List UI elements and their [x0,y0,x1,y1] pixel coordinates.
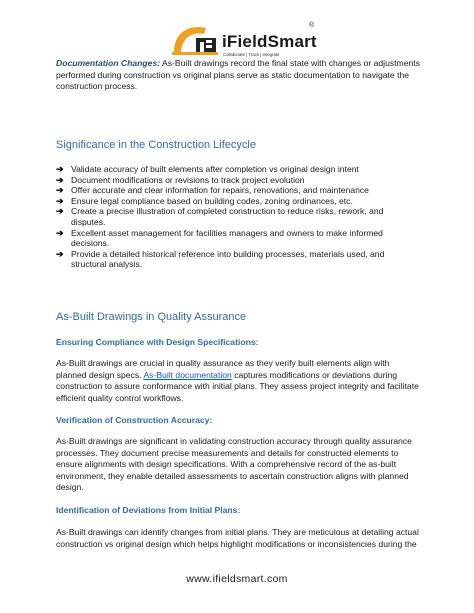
list-item [56,185,420,196]
arrow-icon: ➔ [56,164,64,174]
list-item [56,206,420,227]
registered-mark: ® [309,22,315,29]
list-item-text: Provide a detailed historical reference into building processes, materials used, and structural analysis. [71,248,385,270]
list-item-text: Validate accuracy of built elements after completion vs original design intent [71,164,359,174]
compliance-text: As-Built drawings are crucial in quality assurance as they verify built elements align with planned design specs. [56,358,390,380]
intro-paragraph [56,58,420,93]
list-item-text: Excellent asset management for facilities managers and owners to make informed decisions. [71,227,383,249]
list-item [56,164,420,175]
arrow-icon: ➔ [56,206,64,217]
deviations-paragraph: As-Built drawings can identify changes from initial plans. They are meticulous at detailing actual construction vs original design which helps highlight modifications or inconsistencies during the [56,527,419,549]
quality-heading: As-Built Drawings in Quality Assurance [56,311,247,323]
footer-url[interactable]: www.ifieldsmart.com [186,573,288,585]
arrow-icon: ➔ [56,248,64,259]
compliance-subheading: Ensuring Compliance with Design Specifications: [56,337,259,347]
arrow-icon: ➔ [56,195,64,206]
as-built-documentation-link[interactable]: As-Built documentation [143,369,232,380]
list-item [56,175,420,186]
list-item-text: Offer accurate and clear information for repairs, renovations, and maintenance [71,185,369,196]
compliance-text-cont: captures modifications or deviations during construction to assure conformance with initial plans. They assess project integrity and facilitate efficient quality control workflows. [56,369,419,403]
arrow-icon: ➔ [56,185,64,196]
deviations-subheading: Identification of Deviations from Initial Plans: [56,505,241,515]
ifieldsmart-logo[interactable] [170,18,320,60]
list-item-text: Create a precise illustration of completed construction to reduce risks, rework, and disputes. [71,206,384,227]
significance-heading: Significance in the Construction Lifecycle [56,139,256,151]
arrow-icon: ➔ [56,174,64,185]
list-item [56,228,420,249]
significance-list [56,164,420,270]
intro-text: As-Built drawings record the final state with changes or adjustments performed during construction vs original plans serve as static documentation to navigate the construction process. [56,58,420,91]
accuracy-paragraph: As-Built drawings are significant in validating construction accuracy through quality assurance processes. They document precise measurements and details for constructed elements to ensure alignments with design specifications. With a comprehensive record of the as-built environment, they enable detailed assessments to ascertain construction aligns with planned design. [56,436,412,492]
intro-label: Documentation Changes: [56,58,161,68]
logo-tagline: Collaborate | Track | Integrate [223,52,280,57]
list-item-text: Document modifications or revisions to track project evolution [71,174,305,185]
accuracy-subheading: Verification of Construction Accuracy: [56,415,213,425]
arrow-icon: ➔ [56,227,64,238]
compliance-paragraph [56,358,420,404]
list-item [56,249,420,270]
logo-name: iFieldSmart [222,32,317,51]
list-item-text: Ensure legal compliance based on building codes, zoning ordinances, etc. [71,195,353,206]
list-item [56,196,420,207]
logo-hardhat-icon [170,18,222,58]
